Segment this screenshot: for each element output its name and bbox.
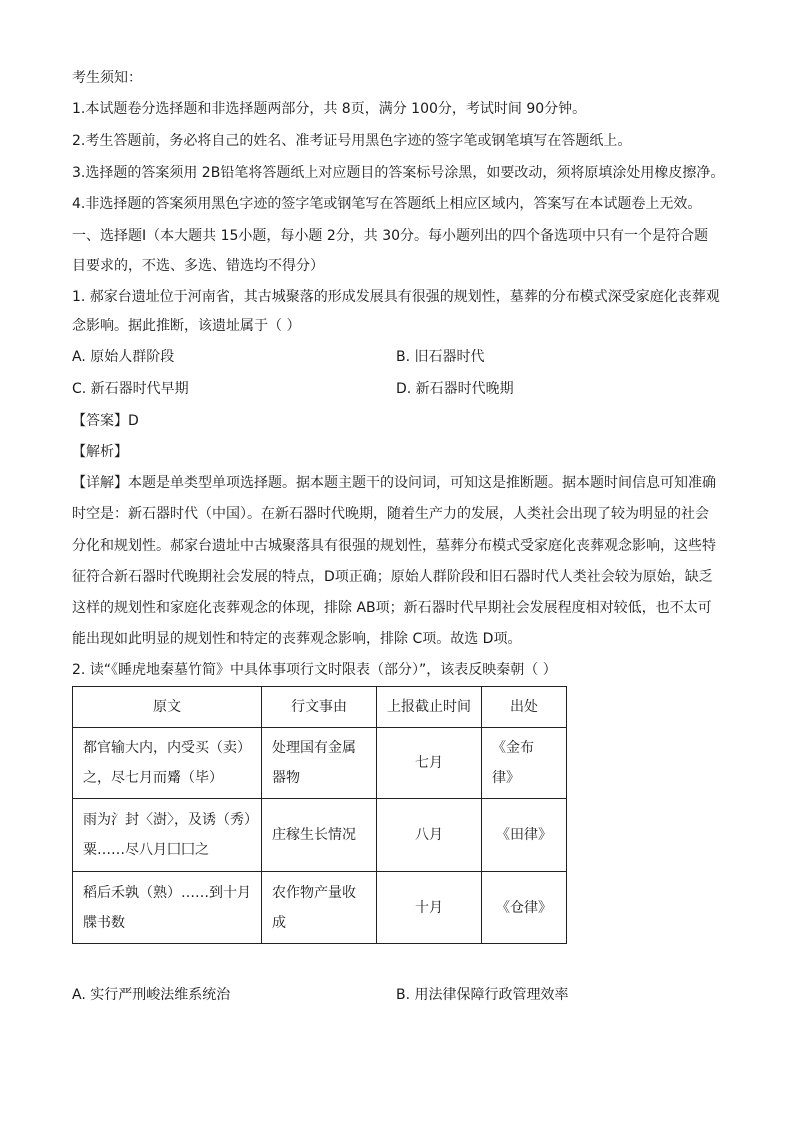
q1-stem-line-1: 1. 郝家台遗址位于河南省，其古城聚落的形成发展具有很强的规划性，墓葬的分布模式深受家庭化丧葬观 [72,289,720,305]
q1-option-d: D. 新石器时代晚期 [396,381,514,397]
table-cell-line: 《金布 [492,740,534,756]
notice-item-2: 2.考生答题前，务必将自己的姓名、准考证号用黑色字迹的签字笔或钢笔填写在答题纸上。 [72,133,632,149]
notice-item-4: 4.非选择题的答案须用黑色字迹的签字笔或钢笔写在答题纸上相应区域内，答案写在本试题卷上无效。 [72,196,702,212]
table-cell-line: 处理国有金属 [272,740,356,756]
table-cell: 八月 [377,799,482,872]
table-cell-line: 成 [272,914,286,931]
q2-table [72,686,567,944]
q1-option-b: B. 旧石器时代 [396,349,485,365]
q1-detail-line-4: 征符合新石器时代晚期社会发展的特点，D项正确；原始人群阶段和旧石器时代人类社会较为原始，缺乏 [72,569,713,585]
table-cell [73,799,262,872]
q1-stem-line-2: 念影响。据此推断，该遗址属于（ ） [72,318,301,334]
table-cell-line: 农作物产量收 [272,884,356,901]
table-cell-line: 稻后禾孰（熟）……到十月 [83,884,251,901]
table-cell: 七月 [377,728,482,799]
notice-item-3: 3.选择题的答案须用 2B铅笔将答题纸上对应题目的答案标号涂黑，如要改动，须将原填涂处用橡皮擦净。 [72,165,725,181]
table-header-row [73,687,567,728]
table-cell: 《仓律》 [482,872,567,944]
table-cell-line: 律》 [492,770,520,786]
table-row [73,728,567,799]
table-cell [73,728,262,799]
table-header-cell: 原文 [73,687,262,728]
table-cell [262,728,377,799]
table-cell [482,728,567,799]
q1-detail-line-3: 分化和规划性。郝家台遗址中古城聚落具有很强的规划性，墓葬分布模式受家庭化丧葬观念影响，这些特 [72,538,716,554]
table-cell-line: 雨为氵封〈澍〉，及诱（秀） [83,812,258,828]
table-cell-line: 都官输大内，内受买（卖） [83,740,251,756]
table-cell-line: 器物 [272,770,300,786]
table-cell: 庄稼生长情况 [262,799,377,872]
table-cell-line: 之，尽七月而觱（毕） [83,770,223,786]
q1-detail-line-5: 这样的规划性和家庭化丧葬观念的体现，排除 AB项；新石器时代早期社会发展程度相对较低，也不太可 [72,600,712,616]
notice-item-1: 1.本试题卷分选择题和非选择题两部分，共 8页，满分 100分，考试时间 90分钟。 [72,101,587,117]
q1-detail-line-6: 能出现如此明显的规划性和特定的丧葬观念影响，排除 C项。故选 D项。 [72,631,522,647]
table-header-cell: 出处 [482,687,567,728]
table-cell: 《田律》 [482,799,567,872]
q1-analysis-label: 【解析】 [72,444,128,460]
notice-title: 考生须知： [72,70,142,86]
q2-stem: 2. 读“《睡虎地秦墓竹简》中具体事项行文时限表（部分）”，该表反映秦朝（ ） [72,662,557,678]
table-row [73,872,567,944]
section-heading-line-2: 目要求的，不选、多选、错选均不得分） [72,258,324,274]
q1-answer: 【答案】D [72,413,139,429]
q1-option-a: A. 原始人群阶段 [72,349,175,365]
q1-detail-line-2: 时空是：新石器时代（中国）。在新石器时代晚期，随着生产力的发展，人类社会出现了较为明显的社会 [72,506,709,522]
table-cell [73,872,262,944]
table-cell: 十月 [377,872,482,944]
table-header-cell: 行文事由 [262,687,377,728]
table-row [73,799,567,872]
q1-detail-line-1: 【详解】本题是单类型单项选择题。据本题主题干的设问词，可知这是推断题。据本题时间信息可知准确 [72,475,716,491]
section-heading-line-1: 一、选择题Ⅰ（本大题共 15小题，每小题 2分，共 30分。每小题列出的四个备选项中只有一个是符合题 [72,228,709,244]
q2-option-b: B. 用法律保障行政管理效率 [396,987,569,1003]
q2-option-a: A. 实行严刑峻法维系统治 [72,987,231,1003]
q1-option-c: C. 新石器时代早期 [72,381,189,397]
table-header-cell: 上报截止时间 [377,687,482,728]
table-cell-line: 粟……尽八月囗囗之 [83,842,209,858]
table-cell [262,872,377,944]
table-cell-line: 牒书数 [83,914,125,931]
